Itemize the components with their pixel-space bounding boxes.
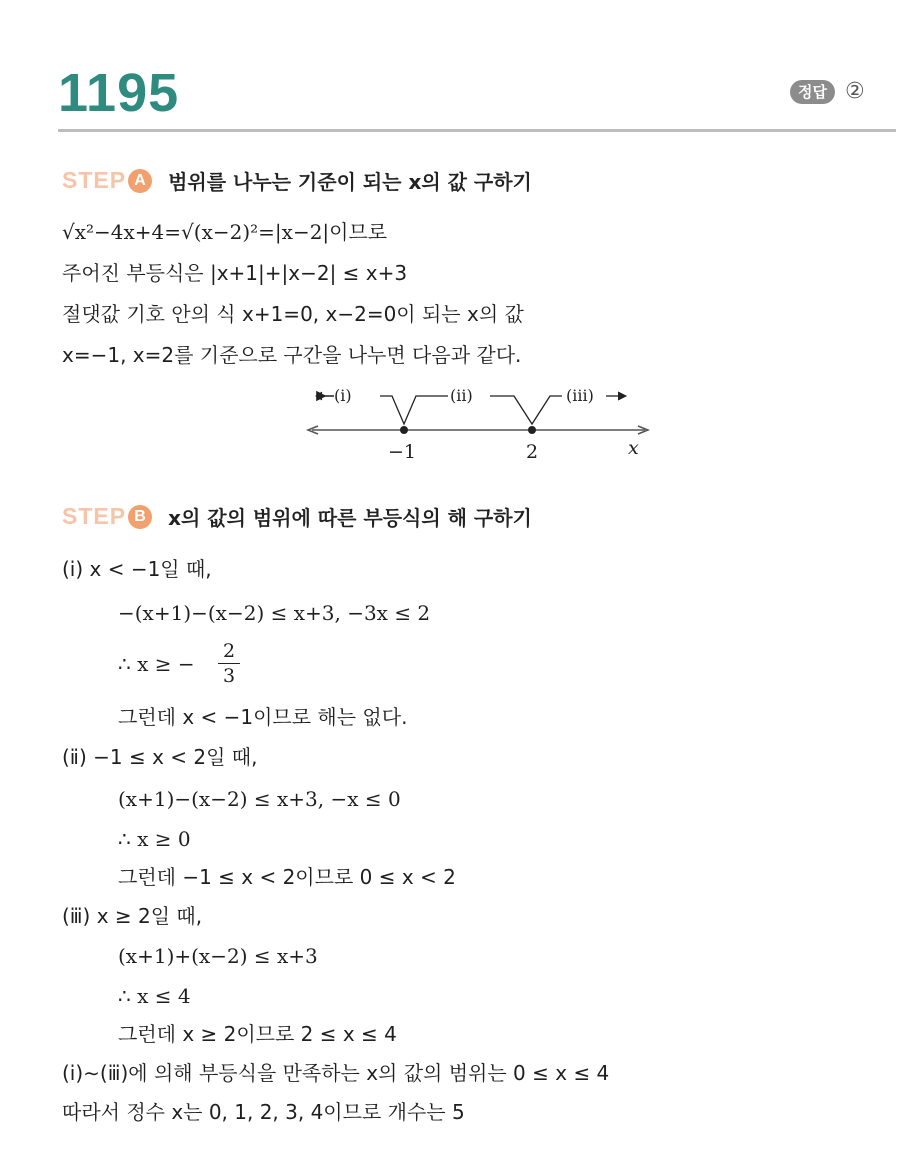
- point-minus-1: [400, 426, 408, 434]
- case-1-line-2: ∴ x ≥ −: [118, 652, 195, 676]
- step-a-line-3: 절댓값 기호 안의 식 x+1=0, x−2=0이 되는 x의 값: [62, 302, 524, 326]
- step-a-line-4: x=−1, x=2를 기준으로 구간을 나누면 다음과 같다.: [62, 343, 522, 367]
- conclusion-line-2: 따라서 정수 x는 0, 1, 2, 3, 4이므로 개수는 5: [62, 1100, 465, 1124]
- answer-area: [790, 80, 865, 104]
- step-b-label: STEP: [62, 503, 127, 529]
- problem-number: 1195: [58, 63, 180, 123]
- number-line-diagram: [300, 380, 660, 465]
- interval-3-arrowhead: [618, 392, 626, 400]
- case-3-line-2: ∴ x ≤ 4: [118, 984, 191, 1008]
- fraction-numerator: 2: [222, 640, 236, 662]
- case-2-line-3: 그런데 −1 ≤ x < 2이므로 0 ≤ x < 2: [118, 865, 456, 889]
- point-label-2: 2: [526, 441, 539, 463]
- step-b-title: x의 값의 범위에 따른 부등식의 해 구하기: [168, 506, 532, 530]
- answer-badge: 정답: [790, 80, 835, 104]
- step-b-heading: [62, 502, 532, 531]
- bracket-at-2: [490, 396, 562, 424]
- case-1-line-1: −(x+1)−(x−2) ≤ x+3, −3x ≤ 2: [118, 601, 431, 625]
- conclusion-line-1: (ⅰ)∼(ⅲ)에 의해 부등식을 만족하는 x의 값의 범위는 0 ≤ x ≤ 4: [62, 1061, 610, 1085]
- fraction-two-thirds: [218, 640, 240, 687]
- step-b-letter: B: [128, 505, 152, 529]
- interval-label-2: (ⅱ): [450, 386, 473, 405]
- interval-label-3: (ⅲ): [566, 386, 594, 405]
- case-2-line-1: (x+1)−(x−2) ≤ x+3, −x ≤ 0: [118, 787, 401, 811]
- step-a-line-1: √x²−4x+4=√(x−2)²=|x−2|이므로: [62, 220, 388, 244]
- case-3-line-3: 그런데 x ≥ 2이므로 2 ≤ x ≤ 4: [118, 1022, 397, 1046]
- header-divider: [58, 129, 896, 132]
- case-2-line-2: ∴ x ≥ 0: [118, 827, 191, 851]
- case-1-line-3: 그런데 x < −1이므로 해는 없다.: [118, 705, 408, 729]
- answer-value: ②: [844, 79, 865, 104]
- point-2: [528, 426, 536, 434]
- point-label-minus-1: −1: [388, 441, 417, 463]
- interval-label-1: (ⅰ): [334, 386, 352, 405]
- case-3-heading: (ⅲ) x ≥ 2일 때,: [62, 904, 203, 928]
- case-2-heading: (ⅱ) −1 ≤ x < 2일 때,: [62, 745, 258, 769]
- step-a-title: 범위를 나누는 기준이 되는 x의 값 구하기: [168, 170, 532, 194]
- axis-label-x: x: [628, 437, 639, 459]
- step-a-label: STEP: [62, 167, 127, 193]
- case-3-line-1: (x+1)+(x−2) ≤ x+3: [118, 944, 318, 968]
- fraction-denominator: 3: [222, 665, 236, 687]
- step-a-letter: A: [128, 169, 152, 193]
- step-a-heading: [62, 166, 532, 195]
- step-a-line-2: 주어진 부등식은 |x+1|+|x−2| ≤ x+3: [62, 261, 408, 285]
- interval-1-arrowhead: [316, 392, 322, 400]
- bracket-at-minus-1: [380, 396, 448, 424]
- case-1-heading: (ⅰ) x < −1일 때,: [62, 557, 212, 581]
